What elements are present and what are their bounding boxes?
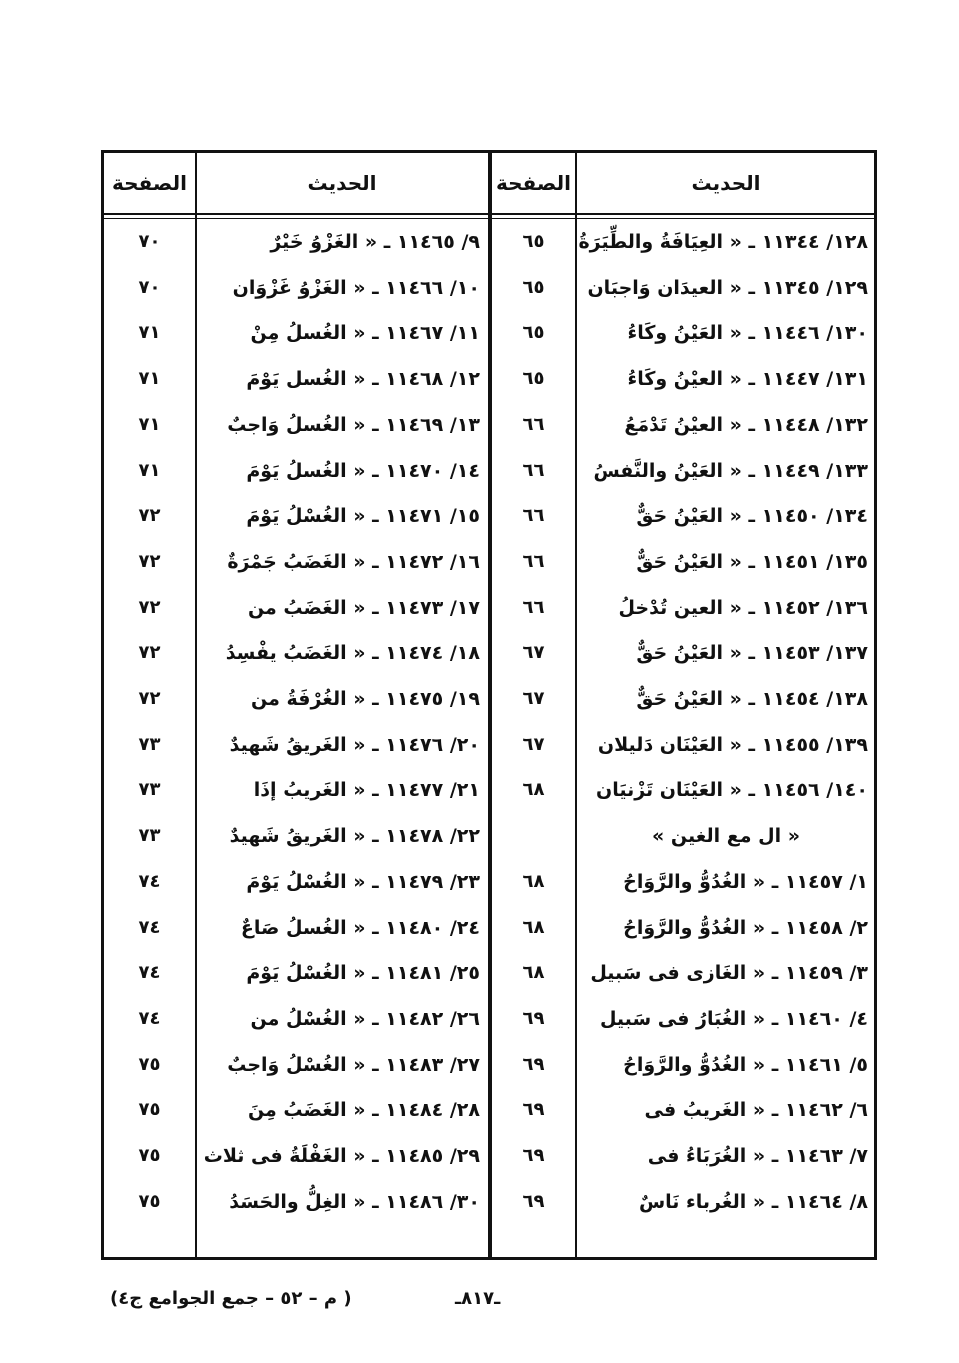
page-ref: ٧٥ bbox=[138, 1053, 161, 1075]
page-ref: ٧٢ bbox=[138, 596, 161, 618]
hadith-entry: ٢٠/ ١١٤٧٦ ـ « الغَريقُ شَهيدٌ bbox=[229, 733, 480, 756]
page-ref: ٦٥ bbox=[522, 276, 545, 298]
hadith-entry: ٣٠/ ١١٤٨٦ ـ « الغِلُّ والحَسَدُ bbox=[229, 1190, 480, 1213]
header-page-right: الصفحة bbox=[495, 171, 571, 195]
page-ref: ٧٠ bbox=[138, 276, 161, 298]
page-ref: ٧٤ bbox=[138, 962, 161, 984]
hadith-entry: ١٦/ ١١٤٧٢ ـ « الغَضَبُ جَمْرَةٌ bbox=[227, 550, 480, 573]
index-table bbox=[101, 150, 877, 1260]
column-divider bbox=[575, 153, 577, 1257]
hadith-entry: ١٣٣/ ١١٤٤٩ ـ « العَيْنُ والنَّفسُ bbox=[593, 459, 868, 482]
hadith-entry: ١٣٥/ ١١٤٥١ ـ « العَيْنُ حَقٌّ bbox=[636, 550, 868, 573]
page-ref: ٦٦ bbox=[522, 413, 545, 435]
page-ref: ٧٤ bbox=[138, 916, 161, 938]
page-ref: ٦٥ bbox=[522, 322, 545, 344]
hadith-entry: ١٣٠/ ١١٤٤٦ ـ « العَيْنُ وكَاءُ bbox=[627, 322, 868, 345]
page-ref: ٧٣ bbox=[138, 825, 161, 847]
hadith-entry: ١٣٦/ ١١٤٥٢ ـ « العين تُدْخلُ bbox=[618, 596, 868, 619]
hadith-entry: ١٢/ ١١٤٦٨ ـ « الغُسل يَوْمَ bbox=[246, 368, 480, 391]
column-divider bbox=[195, 153, 197, 1257]
hadith-entry: ١٧/ ١١٤٧٣ ـ « الغَضَبُ من bbox=[247, 596, 480, 619]
hadith-entry: ٥/ ١١٤٦١ ـ « الغُدُوُّ والرَّوَاحُ bbox=[623, 1053, 868, 1076]
page-ref: ٧٢ bbox=[138, 505, 161, 527]
page-ref: ٦٩ bbox=[522, 1190, 545, 1212]
page-ref: ٦٨ bbox=[522, 916, 545, 938]
hadith-entry: ١٣٩/ ١١٤٥٥ ـ « العَيْنَان دَليلان bbox=[597, 733, 868, 756]
hadith-entry: ٩/ ١١٤٦٥ ـ « الغَزْوُ خَيْرٌ bbox=[270, 231, 480, 253]
hadith-entry: ١١/ ١١٤٦٧ ـ « الغُسلُ مِنْ bbox=[250, 322, 480, 345]
hadith-entry: ١٥/ ١١٤٧١ ـ « الغُسْلُ يَوْمَ bbox=[246, 505, 480, 528]
hadith-entry: ٢٢/ ١١٤٧٨ ـ « الغَريقُ شَهيدٌ bbox=[229, 825, 480, 848]
page-ref: ٦٩ bbox=[522, 1099, 545, 1121]
page-ref: ٦٥ bbox=[522, 368, 545, 390]
hadith-entry: ١٢٩/ ١١٣٤٥ ـ « العيدَان وَاجبَان bbox=[587, 276, 868, 299]
page-ref: ٦٦ bbox=[522, 505, 545, 527]
page-ref: ٦٩ bbox=[522, 1007, 545, 1029]
hadith-entry: ١٣٤/ ١١٤٥٠ ـ « العَيْنُ حَقٌّ bbox=[636, 505, 868, 528]
page-ref: ٦٦ bbox=[522, 550, 545, 572]
page-ref: ٦٥ bbox=[522, 231, 545, 252]
hadith-entry: ١٣٢/ ١١٤٤٨ ـ « العيْنُ تَدْمَعُ bbox=[624, 413, 868, 436]
page-ref: ٦٨ bbox=[522, 779, 545, 801]
hadith-entry: ١٣٧/ ١١٤٥٣ ـ « العَيْنُ حَقٌّ bbox=[636, 642, 868, 665]
hadith-entry: ١٣٨/ ١١٤٥٤ ـ « العَيْنُ حَقٌّ bbox=[636, 688, 868, 710]
hadith-entry: ١٩/ ١١٤٧٥ ـ « الغُرْفَةُ من bbox=[251, 688, 480, 710]
hadith-entry: ٢٨/ ١١٤٨٤ ـ « الغَضَبُ مِنَ bbox=[247, 1099, 480, 1122]
hadith-entry: ٤/ ١١٤٦٠ ـ « الغُبَارُ فى سَبيل bbox=[599, 1007, 868, 1030]
page-ref: ٦٨ bbox=[522, 962, 545, 984]
hadith-entry: ١٠/ ١١٤٦٦ ـ « الغَزْوُ غَزْوَان bbox=[232, 276, 480, 299]
header-page-left: الصفحة bbox=[111, 171, 187, 195]
volume-signature: ( م – ٥٢ – جمع الجوامع ج٤) bbox=[110, 1288, 352, 1309]
page-ref: ٧٠ bbox=[138, 231, 161, 252]
page-ref: ٧٤ bbox=[138, 870, 161, 892]
hadith-entry: ١٣/ ١١٤٦٩ ـ « الغُسلُ وَاجبٌ bbox=[227, 413, 480, 436]
header-hadith-left: الحديث bbox=[307, 171, 377, 195]
hadith-entry: ٢٣/ ١١٤٧٩ ـ « الغُسْلُ يَوْمَ bbox=[246, 870, 480, 893]
page-ref: ٦٧ bbox=[522, 642, 545, 664]
hadith-entry: ٢٥/ ١١٤٨١ ـ « الغُسْلُ يَوْمَ bbox=[246, 962, 480, 985]
hadith-entry: ٢٩/ ١١٤٨٥ ـ « الغَفْلَةُ فى ثلاث bbox=[203, 1145, 480, 1167]
page-ref: ٧١ bbox=[138, 413, 161, 435]
page-ref: ٧٣ bbox=[138, 733, 161, 755]
page-ref: ٦٩ bbox=[522, 1145, 545, 1166]
page-ref: ٧٥ bbox=[138, 1099, 161, 1121]
hadith-entry: ١٢٨/ ١١٣٤٤ ـ « العِيَافَةُ والطِّيَرَةُ bbox=[578, 231, 868, 253]
page-ref: ٧١ bbox=[138, 322, 161, 344]
hadith-entry: ١٣١/ ١١٤٤٧ ـ « العيْنُ وكَاءُ bbox=[627, 368, 868, 391]
page-ref: ٦٧ bbox=[522, 733, 545, 755]
page-ref: ٧٥ bbox=[138, 1190, 161, 1212]
hadith-entry: ٣/ ١١٤٥٩ ـ « الغَازى فى سَبيل bbox=[590, 962, 868, 985]
hadith-entry: ٦/ ١١٤٦٢ ـ « الغَريبُ فى bbox=[644, 1099, 868, 1122]
hadith-entry: ٢/ ١١٤٥٨ ـ « الغُدُوُّ والرَّوَاحُ bbox=[623, 916, 868, 939]
page-ref: ٧١ bbox=[138, 368, 161, 390]
page-ref: ٧٢ bbox=[138, 688, 161, 709]
page-ref: ٧٤ bbox=[138, 1007, 161, 1029]
hadith-entry: ٨/ ١١٤٦٤ ـ « الغُرباء نَاسٌ bbox=[638, 1190, 868, 1213]
page-ref: ٦٩ bbox=[522, 1053, 545, 1075]
page-ref: ٧٣ bbox=[138, 779, 161, 801]
hadith-entry: ١٤/ ١١٤٧٠ ـ « الغُسلُ يَوْمَ bbox=[246, 459, 480, 482]
page-ref: ٦٨ bbox=[522, 870, 545, 892]
header-hadith-right: الحديث bbox=[691, 171, 761, 195]
page-ref: ٧٥ bbox=[138, 1145, 161, 1166]
page-number: ـ٨١٧ـ bbox=[455, 1288, 501, 1309]
page-ref: ٦٧ bbox=[522, 688, 545, 709]
hadith-entry: ٢٤/ ١١٤٨٠ ـ « الغُسلُ صَاعٌ bbox=[240, 916, 480, 939]
page-ref: ٦٦ bbox=[522, 459, 545, 481]
hadith-entry: ٢٦/ ١١٤٨٢ ـ « الغُسْلُ من bbox=[250, 1007, 480, 1030]
page-ref: ٧٢ bbox=[138, 642, 161, 664]
hadith-entry: ٢١/ ١١٤٧٧ ـ « الغَريبُ إذَا bbox=[253, 779, 480, 802]
hadith-entry: ١٨/ ١١٤٧٤ ـ « الغَضَبُ يفْسِدُ bbox=[225, 642, 480, 665]
section-heading: « ال مع الغين » bbox=[652, 825, 800, 848]
hadith-entry: ١٤٠/ ١١٤٥٦ ـ « العَيْنَان تَزْنيَان bbox=[596, 779, 868, 802]
page-ref: ٧١ bbox=[138, 459, 161, 481]
page-ref: ٧٢ bbox=[138, 550, 161, 572]
header-rule bbox=[104, 213, 874, 215]
hadith-entry: ١/ ١١٤٥٧ ـ « الغُدُوُّ والرَّوَاحُ bbox=[623, 870, 868, 893]
hadith-entry: ٧/ ١١٤٦٣ ـ « الغُرَبَاءُ فى bbox=[647, 1145, 868, 1167]
hadith-entry: ٢٧/ ١١٤٨٣ ـ « الغُسْلُ وَاجبٌ bbox=[227, 1053, 480, 1076]
page-ref: ٦٦ bbox=[522, 596, 545, 618]
